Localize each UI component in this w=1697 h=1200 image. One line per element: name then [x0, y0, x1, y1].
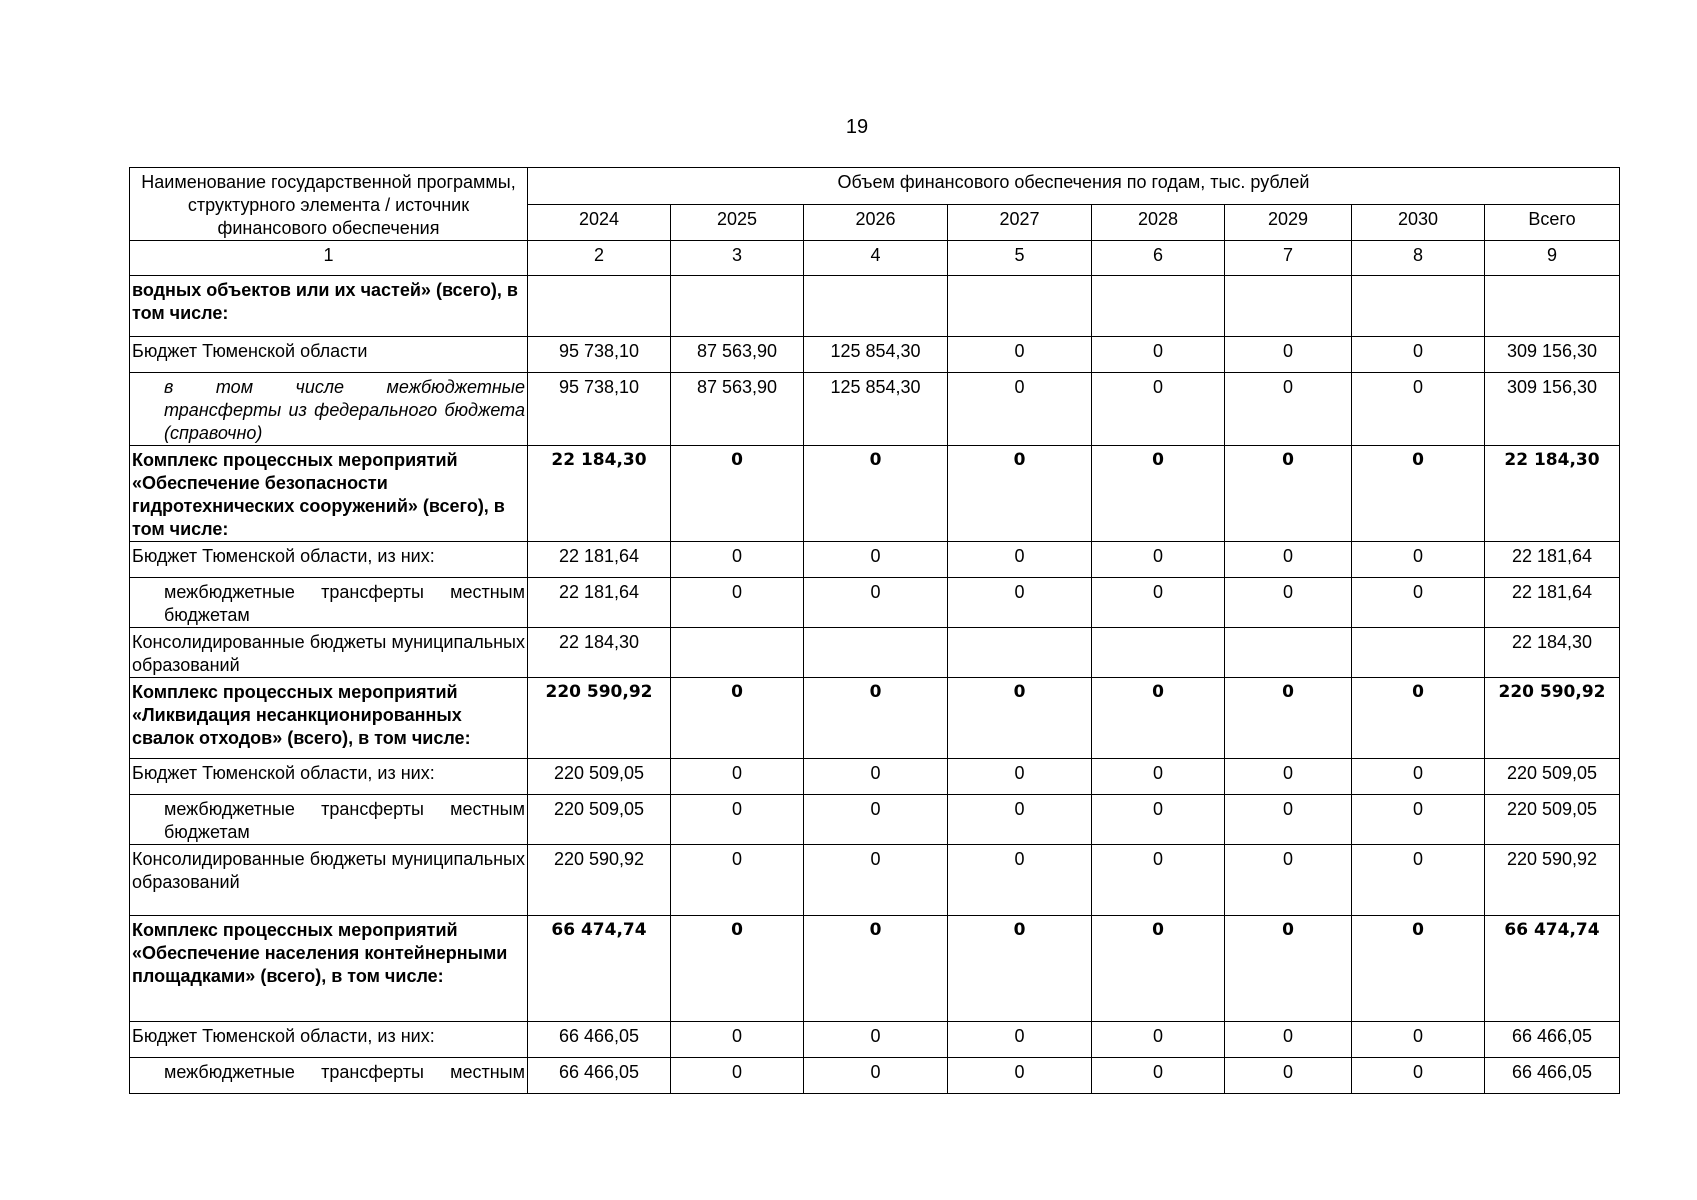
value-cell: 0 [1225, 1058, 1352, 1094]
value-cell: 0 [1352, 759, 1485, 795]
value-cell: 0 [804, 916, 948, 1022]
column-number: 3 [671, 241, 804, 276]
header-year: 2024 [528, 204, 671, 241]
table-row [130, 446, 1620, 542]
value-cell: 0 [804, 446, 948, 542]
value-cell: 0 [1225, 337, 1352, 373]
value-cell: 0 [1352, 446, 1485, 542]
value-cell: 0 [1092, 542, 1225, 578]
value-cell: 0 [948, 542, 1092, 578]
value-cell: 0 [804, 578, 948, 628]
value-cell: 66 466,05 [528, 1022, 671, 1058]
row-name: Бюджет Тюменской области [130, 337, 528, 373]
value-cell: 309 156,30 [1485, 373, 1620, 446]
table-row [130, 373, 1620, 446]
value-cell: 0 [1225, 373, 1352, 446]
value-cell: 22 184,30 [528, 628, 671, 678]
header-year: 2025 [671, 204, 804, 241]
value-cell [948, 276, 1092, 337]
value-cell: 0 [948, 795, 1092, 845]
header-year: 2029 [1225, 204, 1352, 241]
value-cell: 87 563,90 [671, 337, 804, 373]
value-cell: 220 590,92 [528, 845, 671, 916]
table-row [130, 542, 1620, 578]
value-cell: 0 [804, 1058, 948, 1094]
value-cell [1485, 276, 1620, 337]
value-cell: 220 590,92 [528, 678, 671, 759]
value-cell: 0 [948, 678, 1092, 759]
value-cell: 0 [804, 845, 948, 916]
value-cell [1092, 628, 1225, 678]
value-cell: 0 [671, 1022, 804, 1058]
row-name: Комплекс процессных мероприятий «Ликвидация несанкционированных свалок отходов» (всего), в том числе: [130, 678, 528, 759]
column-number: 9 [1485, 241, 1620, 276]
value-cell: 22 184,30 [1485, 446, 1620, 542]
value-cell: 0 [1352, 1058, 1485, 1094]
value-cell: 0 [1092, 578, 1225, 628]
value-cell: 0 [1092, 795, 1225, 845]
row-name: Консолидированные бюджеты муниципальных образований [130, 845, 528, 916]
value-cell: 0 [1092, 446, 1225, 542]
value-cell: 0 [948, 916, 1092, 1022]
value-cell: 0 [671, 916, 804, 1022]
row-name: водных объектов или их частей» (всего), в том числе: [130, 276, 528, 337]
value-cell: 95 738,10 [528, 373, 671, 446]
value-cell: 0 [1352, 795, 1485, 845]
value-cell [1225, 628, 1352, 678]
value-cell: 220 590,92 [1485, 845, 1620, 916]
column-number: 2 [528, 241, 671, 276]
row-name: межбюджетные трансферты местным бюджетам [130, 578, 528, 628]
value-cell: 22 181,64 [528, 542, 671, 578]
value-cell [804, 276, 948, 337]
value-cell [1225, 276, 1352, 337]
header-name-column: Наименование государственной программы, структурного элемента / источник финансового обеспечения [130, 168, 528, 241]
value-cell: 0 [1352, 337, 1485, 373]
value-cell: 125 854,30 [804, 373, 948, 446]
row-name: Бюджет Тюменской области, из них: [130, 1022, 528, 1058]
value-cell: 220 509,05 [1485, 795, 1620, 845]
value-cell: 22 181,64 [1485, 542, 1620, 578]
row-name: Комплекс процессных мероприятий «Обеспечение населения контейнерными площадками» (всего), в том числе: [130, 916, 528, 1022]
value-cell: 0 [1092, 678, 1225, 759]
row-name: Бюджет Тюменской области, из них: [130, 542, 528, 578]
value-cell: 0 [948, 337, 1092, 373]
table-row [130, 1058, 1620, 1094]
value-cell: 125 854,30 [804, 337, 948, 373]
value-cell: 95 738,10 [528, 337, 671, 373]
value-cell: 66 466,05 [528, 1058, 671, 1094]
row-name: Комплекс процессных мероприятий «Обеспечение безопасности гидротехнических сооружений» (всего), в том числе: [130, 446, 528, 542]
value-cell: 0 [1352, 845, 1485, 916]
value-cell: 22 184,30 [1485, 628, 1620, 678]
header-year: 2028 [1092, 204, 1225, 241]
value-cell: 0 [948, 759, 1092, 795]
value-cell: 0 [1225, 542, 1352, 578]
value-cell: 220 590,92 [1485, 678, 1620, 759]
table-row [130, 916, 1620, 1022]
value-cell: 0 [1352, 1022, 1485, 1058]
value-cell: 0 [671, 1058, 804, 1094]
value-cell: 0 [1352, 542, 1485, 578]
value-cell: 0 [671, 578, 804, 628]
value-cell: 22 181,64 [1485, 578, 1620, 628]
value-cell: 0 [1092, 337, 1225, 373]
value-cell: 0 [804, 1022, 948, 1058]
value-cell: 66 466,05 [1485, 1022, 1620, 1058]
value-cell: 0 [1092, 845, 1225, 916]
value-cell [1352, 276, 1485, 337]
value-cell: 0 [804, 542, 948, 578]
page-number: 19 [845, 116, 869, 138]
value-cell: 0 [1092, 916, 1225, 1022]
value-cell: 0 [1225, 1022, 1352, 1058]
header-total: Всего [1485, 204, 1620, 241]
value-cell: 0 [948, 845, 1092, 916]
column-number: 8 [1352, 241, 1485, 276]
value-cell [948, 628, 1092, 678]
value-cell: 0 [1225, 578, 1352, 628]
value-cell: 0 [948, 373, 1092, 446]
row-name: межбюджетные трансферты местным [130, 1058, 528, 1094]
value-cell: 0 [1092, 373, 1225, 446]
column-number: 7 [1225, 241, 1352, 276]
value-cell [1352, 628, 1485, 678]
value-cell: 0 [1225, 845, 1352, 916]
table-row [130, 759, 1620, 795]
value-cell: 0 [1225, 446, 1352, 542]
header-year: 2027 [948, 204, 1092, 241]
value-cell: 0 [948, 1058, 1092, 1094]
value-cell: 0 [804, 678, 948, 759]
value-cell: 0 [1352, 373, 1485, 446]
table-row [130, 1022, 1620, 1058]
financing-table [129, 167, 1620, 1094]
column-number: 4 [804, 241, 948, 276]
header-group: Объем финансового обеспечения по годам, тыс. рублей [528, 168, 1620, 205]
value-cell: 0 [804, 759, 948, 795]
value-cell: 0 [671, 845, 804, 916]
table-row [130, 678, 1620, 759]
table-row [130, 628, 1620, 678]
value-cell: 0 [671, 759, 804, 795]
value-cell: 0 [1225, 795, 1352, 845]
value-cell [1092, 276, 1225, 337]
column-number: 1 [130, 241, 528, 276]
value-cell [671, 628, 804, 678]
value-cell [671, 276, 804, 337]
value-cell: 220 509,05 [528, 795, 671, 845]
column-number: 6 [1092, 241, 1225, 276]
header-year: 2030 [1352, 204, 1485, 241]
row-name: Бюджет Тюменской области, из них: [130, 759, 528, 795]
value-cell: 0 [1352, 578, 1485, 628]
value-cell: 0 [671, 542, 804, 578]
value-cell [804, 628, 948, 678]
value-cell: 66 474,74 [1485, 916, 1620, 1022]
table-row [130, 795, 1620, 845]
value-cell: 0 [1352, 916, 1485, 1022]
table-row [130, 276, 1620, 337]
value-cell [528, 276, 671, 337]
value-cell: 0 [948, 446, 1092, 542]
row-name: Консолидированные бюджеты муниципальных образований [130, 628, 528, 678]
value-cell: 0 [671, 795, 804, 845]
row-name: межбюджетные трансферты местным бюджетам [130, 795, 528, 845]
value-cell: 0 [671, 678, 804, 759]
row-name: в том числе межбюджетные трансферты из федерального бюджета (справочно) [130, 373, 528, 446]
value-cell: 0 [804, 795, 948, 845]
value-cell: 0 [671, 446, 804, 542]
value-cell: 66 474,74 [528, 916, 671, 1022]
value-cell: 0 [1092, 1058, 1225, 1094]
value-cell: 0 [1352, 678, 1485, 759]
value-cell: 22 181,64 [528, 578, 671, 628]
value-cell: 22 184,30 [528, 446, 671, 542]
value-cell: 0 [948, 578, 1092, 628]
value-cell: 0 [1092, 1022, 1225, 1058]
column-number: 5 [948, 241, 1092, 276]
value-cell: 0 [1225, 759, 1352, 795]
value-cell: 0 [948, 1022, 1092, 1058]
table-row [130, 845, 1620, 916]
value-cell: 309 156,30 [1485, 337, 1620, 373]
value-cell: 0 [1092, 759, 1225, 795]
header-year: 2026 [804, 204, 948, 241]
value-cell: 220 509,05 [528, 759, 671, 795]
value-cell: 0 [1225, 916, 1352, 1022]
value-cell: 87 563,90 [671, 373, 804, 446]
value-cell: 220 509,05 [1485, 759, 1620, 795]
value-cell: 0 [1225, 678, 1352, 759]
table-row [130, 578, 1620, 628]
value-cell: 66 466,05 [1485, 1058, 1620, 1094]
table-row [130, 337, 1620, 373]
